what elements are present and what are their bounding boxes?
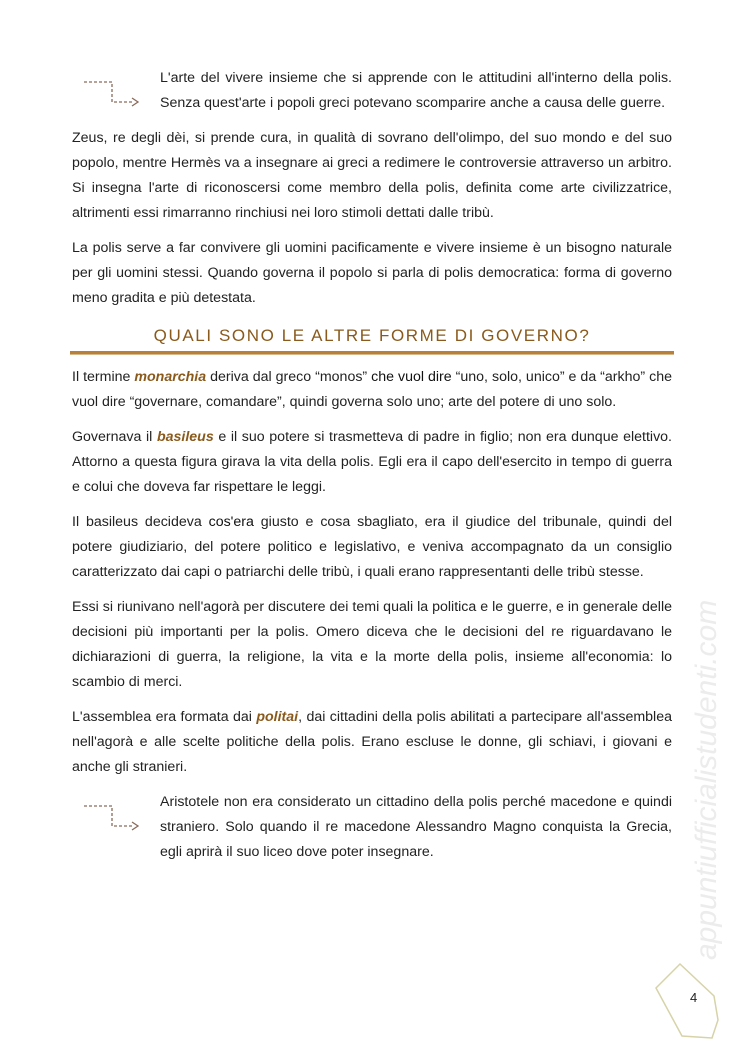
page-number-badge [652,960,724,1042]
heading-divider [70,351,674,355]
callout-block [72,66,672,116]
callout-block [72,790,672,865]
paragraph-assemblea: L'assemblea era formata dai politai, dai cittadini della polis abilitati a partecipare all'assemblea nell'agorà e alle scelte politiche della polis. Erano escluse le donne, gli schiavi, i giovani e anche gli stranieri. [72,709,672,775]
keyword-basileus: basileus [156,429,214,445]
callout-aristotele: Aristotele non era considerato un cittadino della polis perché macedone e quindi straniero. Solo quando il re macedone Alessandro Magno conquista la Grecia, egli aprirà il suo liceo dove poter insegnare. [160,794,672,860]
keyword-politai: politai [256,709,299,725]
paragraph-monarchia: Il termine monarchia deriva dal greco “monos” che vuol dire “uno, solo, unico” e da “arkho” che vuol dire “governare, comandare”, quindi governa solo uno; arte del potere di uno solo. [72,369,672,410]
paragraph-zeus: Zeus, re degli dèi, si prende cura, in qualità di sovrano dell'olimpo, del suo mondo e del suo popolo, mentre Hermès va a insegnare ai greci a redimere le controversie attraverso un arbitro. Si insegna l'arte di riconoscersi come membro della polis, definita come arte civilizzatrice, altrimenti essi rimarranno rinchiusi nei loro stimoli dettati dalle tribù. [72,130,672,221]
paragraph-decideva: Il basileus decideva cos'era giusto e cosa sbagliato, era il giudice del tribunale, quindi del potere giudiziario, del potere politico e legislativo, e veniva accompagnato da un consiglio caratterizzato dai capi o patriarchi delle tribù, i quali erano rappresentanti delle tribù stesse. [72,514,672,580]
page-body [72,66,672,875]
paragraph-agora: Essi si riunivano nell'agorà per discutere dei temi quali la politica e le guerre, e in generale delle decisioni più importanti per la polis. Omero diceva che le decisioni del re riguardavano le dichiarazioni di guerra, la religione, la vita e la morte della polis, insieme all'economia: lo scambio di merci. [72,599,672,690]
paragraph-polis: La polis serve a far convivere gli uomini pacificamente e vivere insieme è un bisogno naturale per gli uomini stessi. Quando governa il popolo si parla di polis democratica: forma di governo meno gradita e più detestata. [72,240,672,306]
callout-polis-art: L'arte del vivere insieme che si apprende con le attitudini all'interno della polis. Senza quest'arte i popoli greci potevano scomparire anche a causa delle guerre. [160,70,672,111]
dashed-arrow-icon [82,74,142,114]
page-number: 4 [690,990,698,1005]
dashed-arrow-icon [82,798,142,838]
paragraph-basileus: Governava il basileus e il suo potere si trasmetteva di padre in figlio; non era dunque elettivo. Attorno a questa figura girava la vita della polis. Egli era il capo dell'esercito in tempo di guerra e colui che doveva far rispettare le leggi. [72,429,672,495]
keyword-monarchia: monarchia [134,369,207,385]
section-heading: QUALI SONO LE ALTRE FORME DI GOVERNO? [153,326,591,345]
watermark: appuntiufficialistudenti.com [690,599,723,960]
